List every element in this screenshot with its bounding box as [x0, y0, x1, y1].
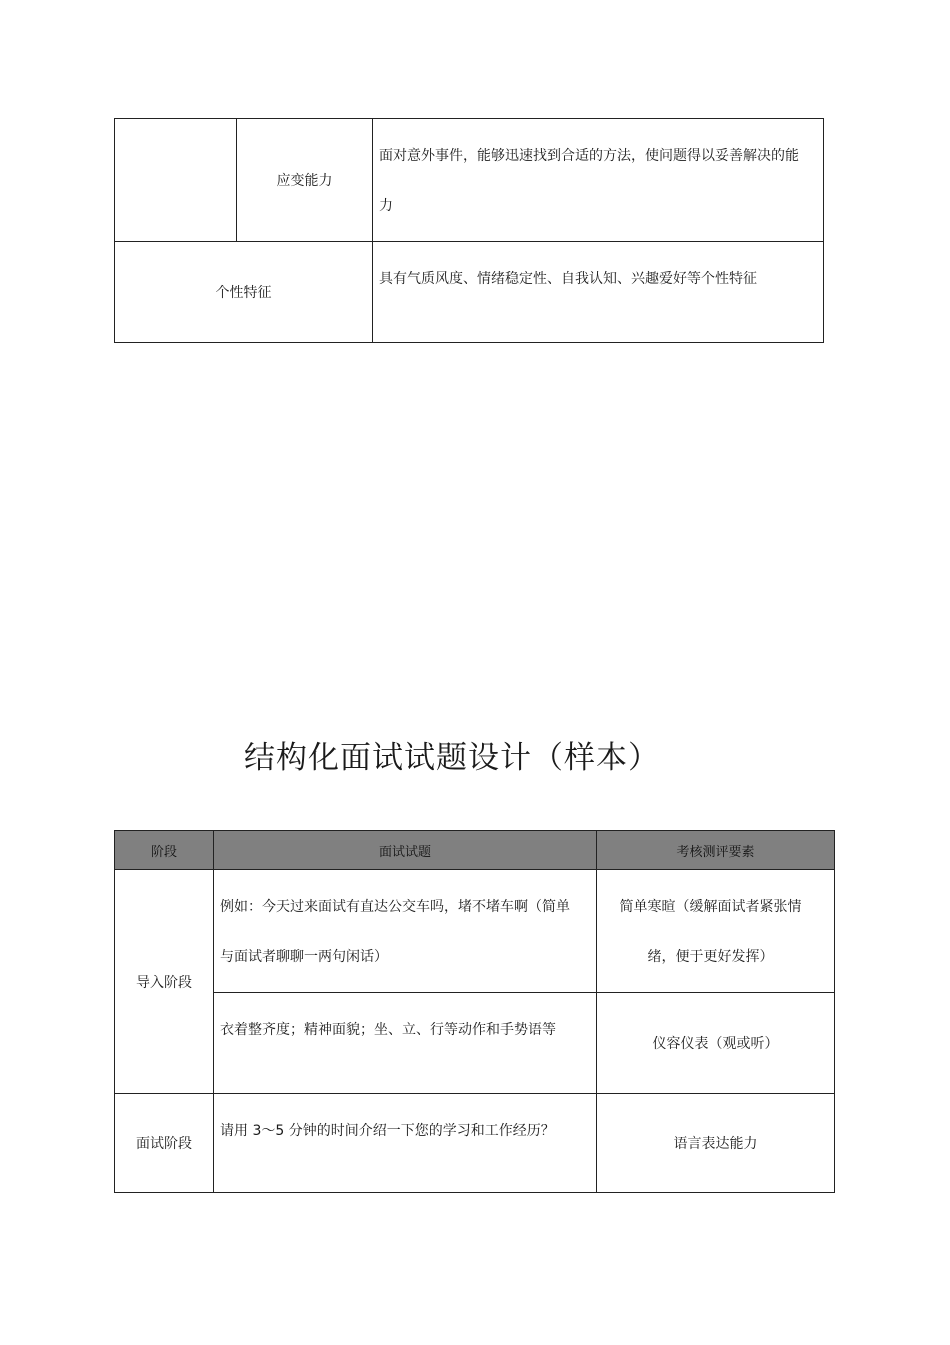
element-cell: 仪容仪表（观或听）	[597, 993, 835, 1094]
stage-cell: 导入阶段	[115, 870, 214, 1094]
table-row	[115, 242, 824, 343]
question-cell: 请用 3～5 分钟的时间介绍一下您的学习和工作经历？	[214, 1094, 597, 1193]
question-cell: 衣着整齐度；精神面貌；坐、立、行等动作和手势语等	[214, 993, 597, 1094]
interview-question-table	[114, 830, 835, 1193]
element-cell: 语言表达能力	[597, 1094, 835, 1193]
table-header-row	[115, 831, 835, 870]
ability-category-cell	[115, 119, 237, 242]
ability-name-cell: 应变能力	[237, 119, 373, 242]
table-row	[115, 1094, 835, 1193]
element-cell: 简单寒暄（缓解面试者紧张情绪，便于更好发挥）	[597, 870, 835, 993]
table-row	[115, 119, 824, 242]
ability-category-cell: 个性特征	[115, 242, 373, 343]
stage-cell: 面试阶段	[115, 1094, 214, 1193]
ability-description-cell: 面对意外事件，能够迅速找到合适的方法，使问题得以妥善解决的能力	[373, 119, 824, 242]
section-title: 结构化面试试题设计（样本）	[244, 740, 660, 776]
table-row	[115, 870, 835, 993]
question-cell: 例如：今天过来面试有直达公交车吗，堵不堵车啊（简单与面试者聊聊一两句闲话）	[214, 870, 597, 993]
ability-table	[114, 118, 824, 343]
header-element: 考核测评要素	[597, 831, 835, 870]
header-stage: 阶段	[115, 831, 214, 870]
table-row	[115, 993, 835, 1094]
header-question: 面试试题	[214, 831, 597, 870]
ability-description-cell: 具有气质风度、情绪稳定性、自我认知、兴趣爱好等个性特征	[373, 242, 824, 343]
